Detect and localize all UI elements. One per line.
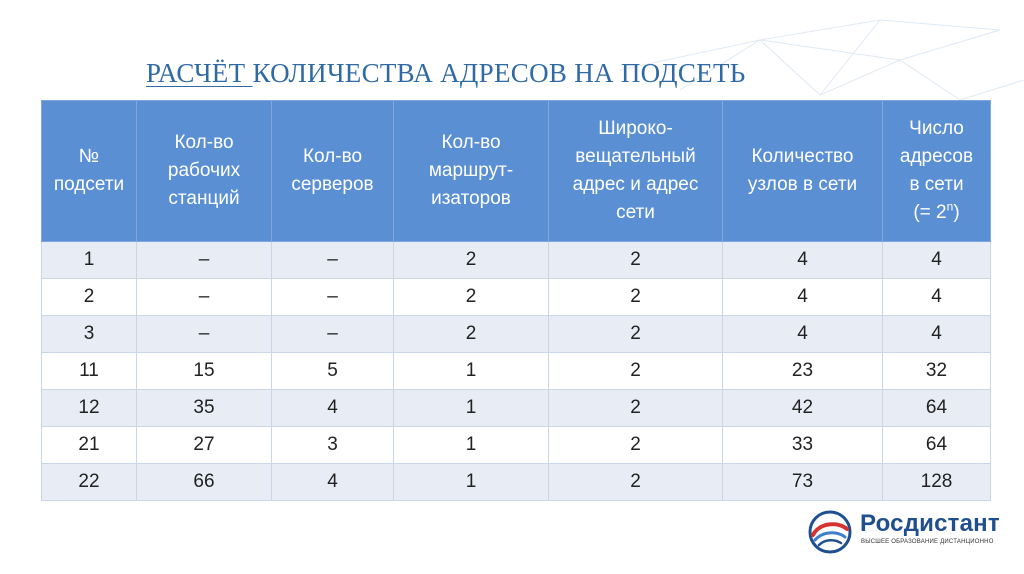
table-cell: 4 — [883, 316, 991, 353]
table-cell: 1 — [394, 353, 549, 390]
table-cell: 27 — [137, 427, 272, 464]
column-header-line: Кол-во — [302, 146, 363, 167]
table-cell: – — [137, 242, 272, 279]
table-cell: 64 — [883, 390, 991, 427]
formula-open: (= 2 — [913, 202, 947, 223]
table-cell: 11 — [42, 353, 137, 390]
column-header-line: адрес и адрес — [572, 174, 699, 195]
column-header-line: вещательный — [575, 146, 696, 167]
table-cell: 4 — [272, 464, 394, 501]
table-cell: 4 — [883, 279, 991, 316]
logo-tagline: ВЫСШЕЕ ОБРАЗОВАНИЕ ДИСТАНЦИОННО — [861, 539, 994, 545]
table-cell: 2 — [549, 353, 723, 390]
table-cell: – — [272, 242, 394, 279]
column-header-line: станций — [168, 188, 240, 209]
table-cell: 2 — [549, 316, 723, 353]
column-header — [723, 101, 883, 242]
column-header — [42, 101, 137, 242]
column-header-line: Широко- — [598, 118, 673, 139]
table-row — [42, 390, 991, 427]
table-cell: – — [272, 279, 394, 316]
column-header-line: Кол-во — [441, 132, 501, 153]
column-header-line: изаторов — [431, 188, 511, 209]
column-header-line: узлов в сети — [747, 174, 858, 195]
column-header — [272, 101, 394, 242]
table-cell: 33 — [723, 427, 883, 464]
table-cell: 1 — [394, 464, 549, 501]
table-cell: 2 — [549, 279, 723, 316]
title-underlined-part: РАСЧЁТ — [146, 58, 253, 88]
table-cell: 2 — [394, 279, 549, 316]
column-header — [137, 101, 272, 242]
table-cell: 66 — [137, 464, 272, 501]
table-cell: 23 — [723, 353, 883, 390]
column-header-line: подсети — [53, 174, 125, 195]
table-cell: 22 — [42, 464, 137, 501]
column-header — [883, 101, 991, 242]
table-cell: 15 — [137, 353, 272, 390]
column-header-line: сети — [616, 202, 655, 223]
title-rest: КОЛИЧЕСТВА АДРЕСОВ НА ПОДСЕТЬ — [252, 58, 746, 88]
column-header — [394, 101, 549, 242]
subnet-address-table — [41, 100, 991, 501]
table-cell: 4 — [272, 390, 394, 427]
table-cell: 35 — [137, 390, 272, 427]
table-cell: 3 — [272, 427, 394, 464]
logo-name: Росдистант — [860, 510, 1000, 537]
column-header-line: в сети — [909, 174, 964, 195]
table-cell: 2 — [549, 390, 723, 427]
column-header-line: адресов — [899, 146, 974, 167]
table-row — [42, 242, 991, 279]
table-cell: 2 — [42, 279, 137, 316]
page-title — [146, 58, 746, 89]
column-header-line: маршрут- — [428, 160, 514, 181]
table-cell: – — [272, 316, 394, 353]
table-cell: 2 — [394, 316, 549, 353]
table-cell: 64 — [883, 427, 991, 464]
table-cell: 4 — [723, 279, 883, 316]
column-header-line: Число — [909, 118, 964, 139]
table-row — [42, 279, 991, 316]
table-cell: 32 — [883, 353, 991, 390]
table-cell: 2 — [549, 427, 723, 464]
table-cell: 12 — [42, 390, 137, 427]
column-header-line: рабочих — [167, 160, 241, 181]
table-header-row — [42, 101, 991, 242]
formula-close: ) — [953, 202, 960, 223]
table-cell: 4 — [723, 242, 883, 279]
table-cell: 2 — [394, 242, 549, 279]
table-cell: 1 — [394, 390, 549, 427]
table-cell: 21 — [42, 427, 137, 464]
table-cell: 4 — [723, 316, 883, 353]
formula — [913, 199, 960, 223]
rosdistant-logo — [805, 507, 1000, 557]
table-row — [42, 427, 991, 464]
column-header-line: Кол-во — [174, 132, 234, 153]
table-body — [42, 242, 991, 501]
column-header-line: № — [78, 146, 100, 167]
column-header-line: серверов — [291, 174, 374, 195]
table-row — [42, 464, 991, 501]
formula-exp: n — [946, 199, 954, 214]
table-cell: 4 — [883, 242, 991, 279]
table-cell: – — [137, 279, 272, 316]
table-cell: 42 — [723, 390, 883, 427]
column-header-line: Количество — [751, 146, 854, 167]
table-cell: 5 — [272, 353, 394, 390]
table-cell: 2 — [549, 464, 723, 501]
table-cell: 1 — [394, 427, 549, 464]
table-cell: 1 — [42, 242, 137, 279]
table-cell: 73 — [723, 464, 883, 501]
globe-swirl-icon — [807, 509, 853, 555]
table-cell: 3 — [42, 316, 137, 353]
column-header — [549, 101, 723, 242]
table-row — [42, 353, 991, 390]
table-cell: – — [137, 316, 272, 353]
table-cell: 128 — [883, 464, 991, 501]
table-row — [42, 316, 991, 353]
table-cell: 2 — [549, 242, 723, 279]
